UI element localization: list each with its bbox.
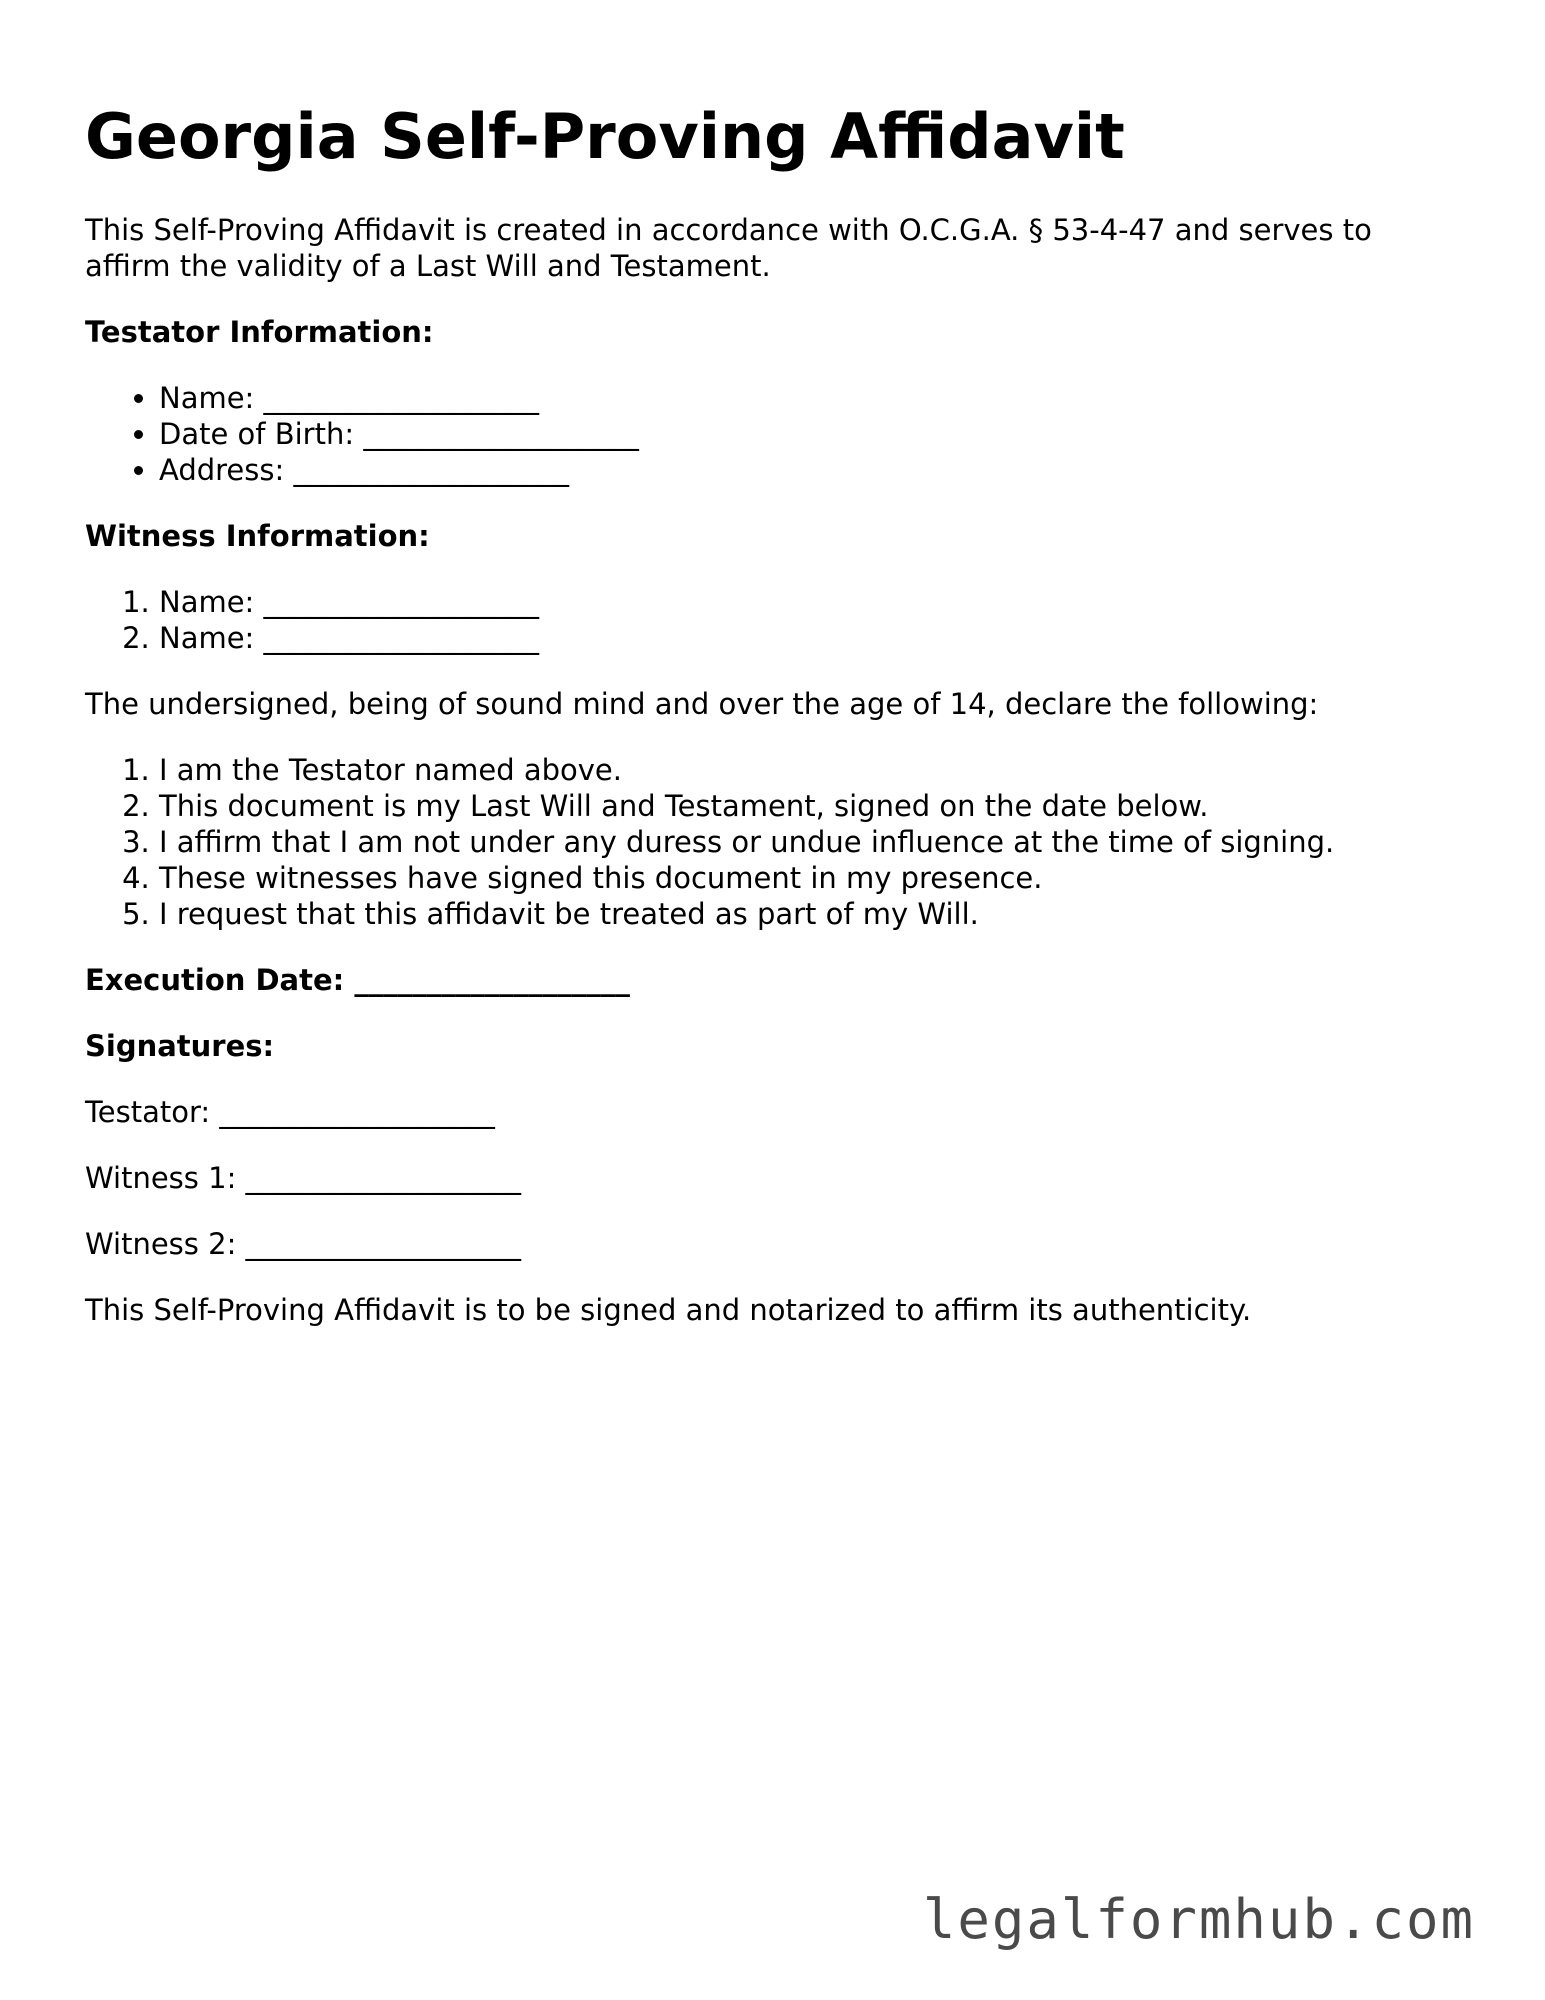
witness-name-field-1: 1. Name: ___________________ [159, 584, 1465, 620]
signatures-heading: Signatures: [85, 1029, 275, 1064]
declaration-item: 1. I am the Testator named above. [159, 752, 1465, 788]
intro-paragraph: This Self-Proving Affidavit is created in accordance with O.C.G.A. § 53-4-47 and serves to affirm the validity of a Last Will and Testament. [85, 213, 1372, 284]
closing-paragraph: This Self-Proving Affidavit is to be signed and notarized to affirm its authenticity. [85, 1293, 1252, 1328]
testator-dob-field: • Date of Birth: ___________________ [159, 416, 1465, 452]
declaration-list [85, 752, 1465, 932]
testator-signature-line: Testator: ___________________ [85, 1095, 495, 1130]
declaration-item: 2. This document is my Last Will and Testament, signed on the date below. [159, 788, 1465, 824]
testator-heading: Testator Information: [85, 315, 434, 350]
witness-name-field-2: 2. Name: ___________________ [159, 620, 1465, 656]
declaration-item: 3. I affirm that I am not under any duress or undue influence at the time of signing. [159, 824, 1465, 860]
execution-date-field: Execution Date: ___________________ [85, 963, 630, 998]
witness-info-list [85, 584, 1465, 656]
witness2-signature-line: Witness 2: ___________________ [85, 1227, 522, 1262]
witness-heading: Witness Information: [85, 519, 430, 554]
declaration-item: 5. I request that this affidavit be treated as part of my Will. [159, 896, 1465, 932]
testator-name-field: • Name: ___________________ [159, 380, 1465, 416]
testator-info-list [85, 380, 1465, 488]
watermark: legalformhub.com [922, 1888, 1475, 1951]
document-title: Georgia Self-Proving Affidavit [85, 100, 1125, 173]
testator-address-field: • Address: ___________________ [159, 452, 1465, 488]
document-page [85, 100, 1465, 1358]
declaration-intro: The undersigned, being of sound mind and over the age of 14, declare the following: [85, 687, 1319, 722]
witness1-signature-line: Witness 1: ___________________ [85, 1161, 522, 1196]
declaration-item: 4. These witnesses have signed this document in my presence. [159, 860, 1465, 896]
